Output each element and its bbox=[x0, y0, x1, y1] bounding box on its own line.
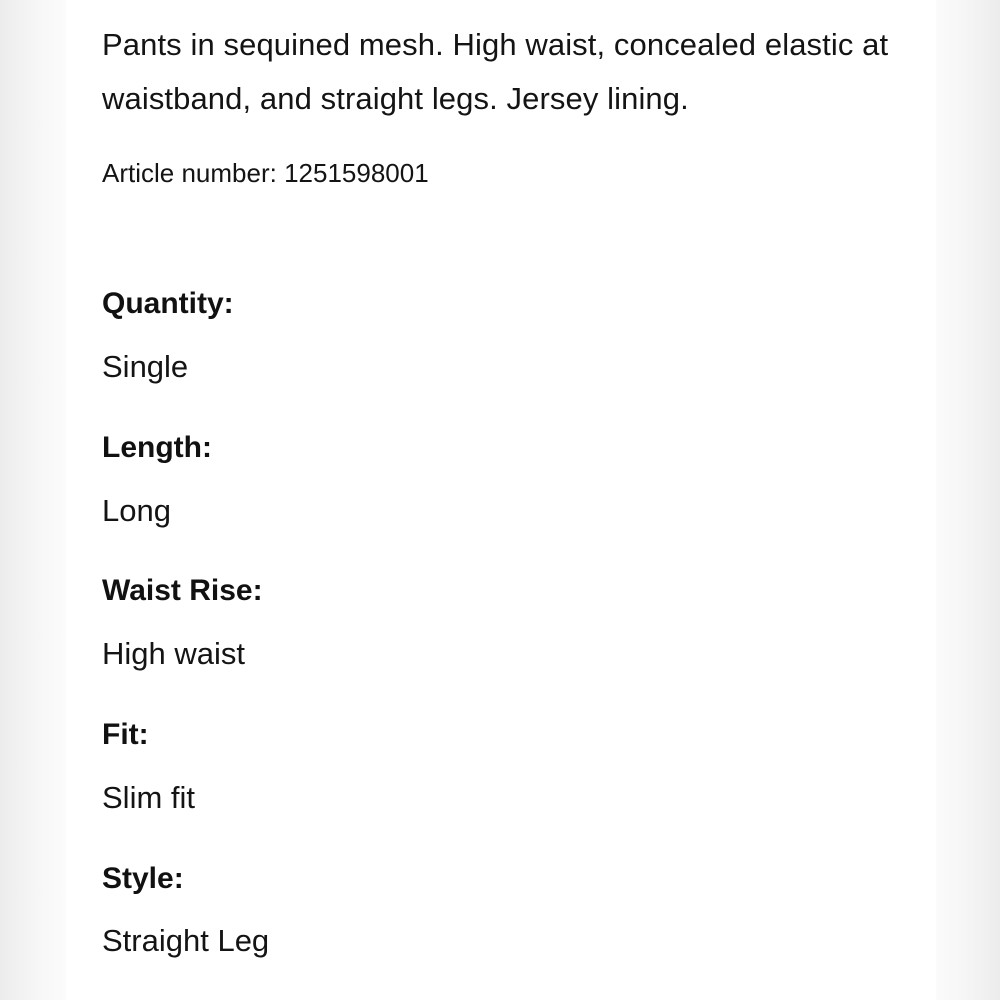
length-value: Long bbox=[102, 493, 171, 528]
article-number: Article number: 1251598001 bbox=[102, 158, 429, 188]
quantity-value: Single bbox=[102, 349, 189, 384]
product-details-panel bbox=[66, 0, 936, 1000]
quantity-label: Quantity: bbox=[102, 287, 234, 320]
waist-rise-value: High waist bbox=[102, 636, 245, 671]
fit-value: Slim fit bbox=[102, 780, 195, 815]
fit-label: Fit: bbox=[102, 718, 149, 751]
waist-rise-label: Waist Rise: bbox=[102, 574, 263, 607]
product-description: Pants in sequined mesh. High waist, concealed elastic at waistband, and straight legs. Jersey lining. bbox=[102, 27, 889, 116]
style-value: Straight Leg bbox=[102, 923, 270, 958]
length-label: Length: bbox=[102, 431, 212, 464]
style-label: Style: bbox=[102, 862, 184, 895]
